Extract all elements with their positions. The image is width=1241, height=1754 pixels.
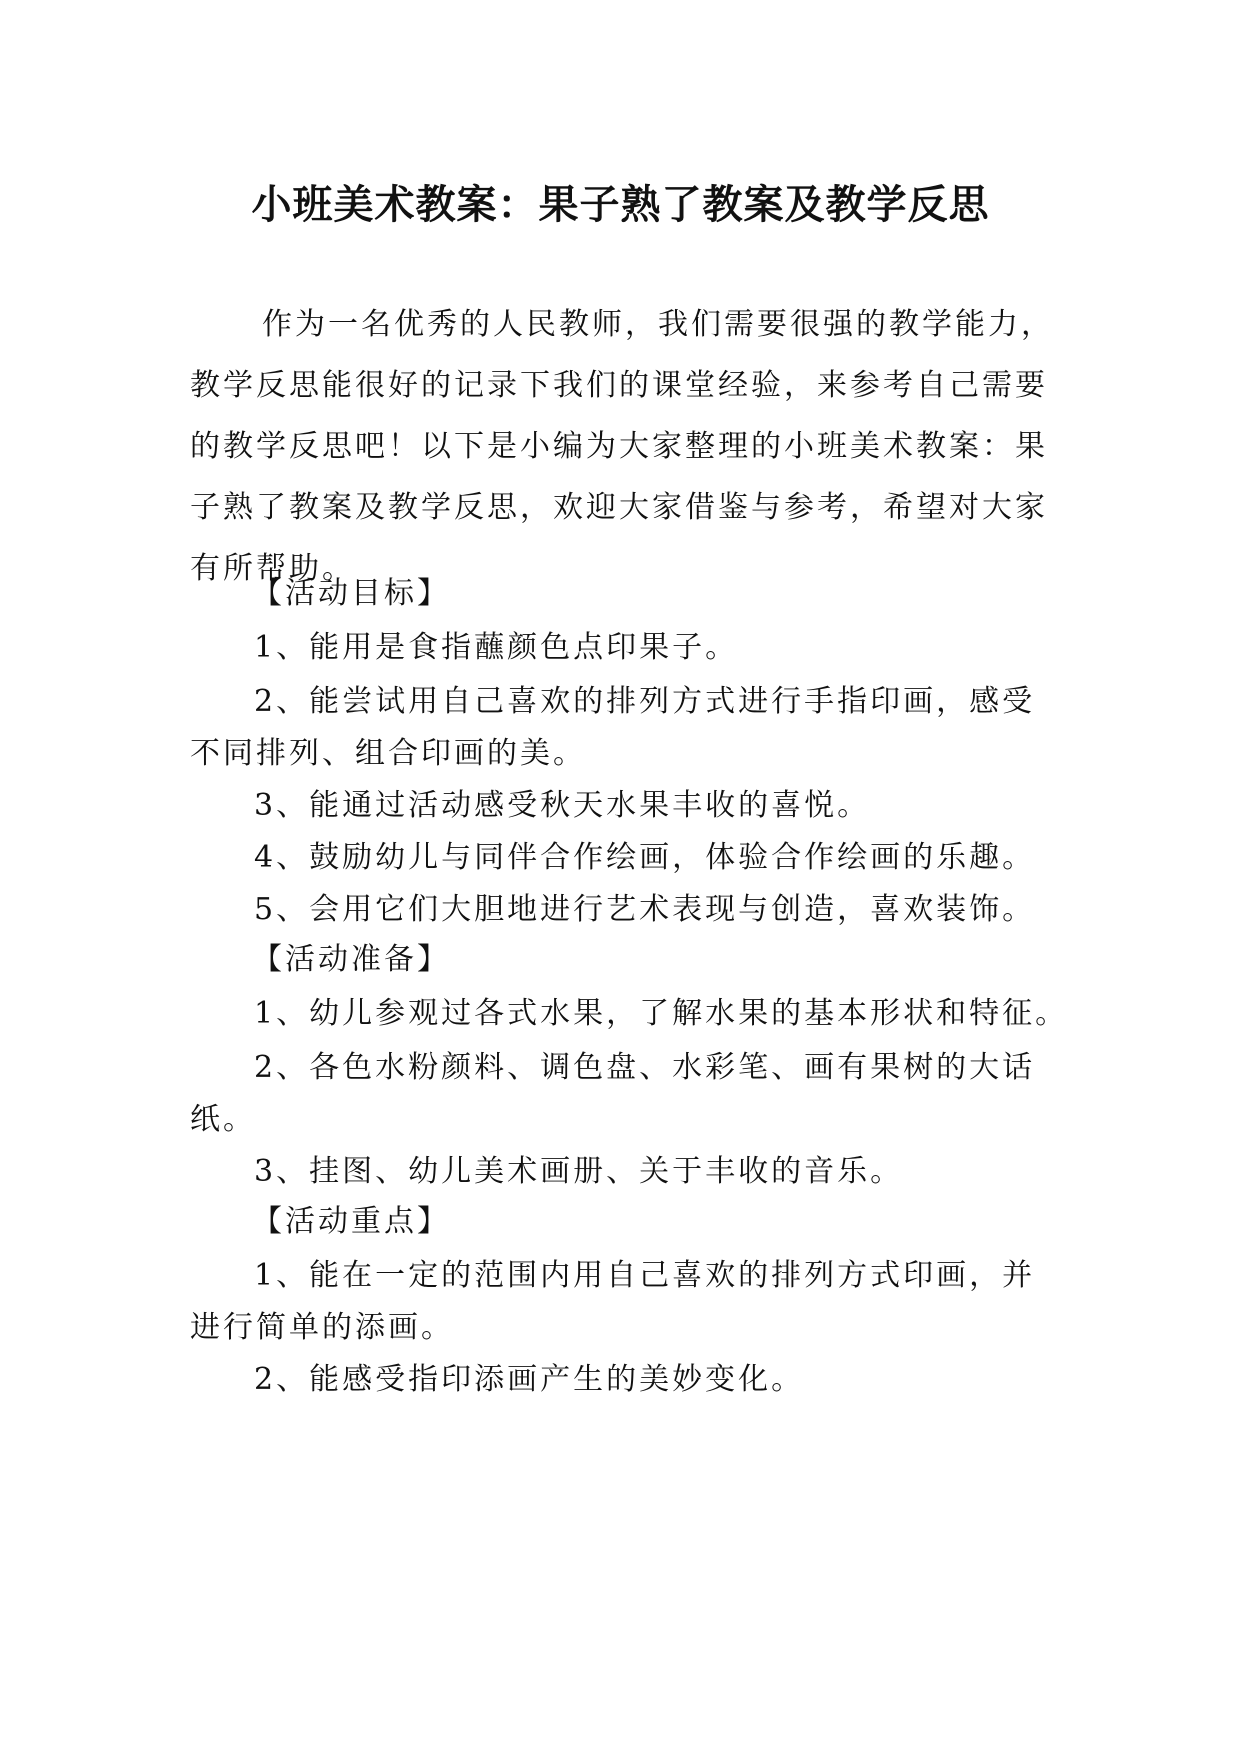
key-item-1: 1、能在一定的范围内用自己喜欢的排列方式印画，并 [254, 1258, 1036, 1293]
goal-item-5: 5、会用它们大胆地进行艺术表现与创造，喜欢装饰。 [254, 892, 1036, 927]
section-heading-goals: 【活动目标】 [252, 576, 450, 611]
prep-item-2-continued: 纸。 [190, 1102, 256, 1137]
prep-item-3: 3、挂图、幼儿美术画册、关于丰收的音乐。 [254, 1154, 904, 1189]
key-item-1-continued: 进行简单的添画。 [190, 1310, 454, 1345]
goal-item-4: 4、鼓励幼儿与同伴合作绘画，体验合作绘画的乐趣。 [254, 840, 1036, 875]
prep-item-1: 1、幼儿参观过各式水果，了解水果的基本形状和特征。 [254, 996, 1069, 1031]
prep-item-2: 2、各色水粉颜料、调色盘、水彩笔、画有果树的大话 [254, 1050, 1036, 1085]
goal-item-2: 2、能尝试用自己喜欢的排列方式进行手指印画，感受 [254, 684, 1036, 719]
goal-item-2-continued: 不同排列、组合印画的美。 [190, 736, 586, 771]
document-title: 小班美术教案：果子熟了教案及教学反思 [251, 181, 990, 228]
key-item-2: 2、能感受指印添画产生的美妙变化。 [254, 1362, 805, 1397]
section-heading-key-points: 【活动重点】 [252, 1204, 450, 1239]
goal-item-3: 3、能通过活动感受秋天水果丰收的喜悦。 [254, 788, 871, 823]
section-heading-preparation: 【活动准备】 [252, 942, 450, 977]
goal-item-1: 1、能用是食指蘸颜色点印果子。 [254, 630, 739, 665]
intro-paragraph: 作为一名优秀的人民教师，我们需要很强的教学能力，教学反思能很好的记录下我们的课堂经验，来参考自己需要的教学反思吧！以下是小编为大家整理的小班美术教案：果子熟了教案及教学反思，欢迎大家借鉴与参考，希望对大家有所帮助。 [190, 307, 1054, 586]
